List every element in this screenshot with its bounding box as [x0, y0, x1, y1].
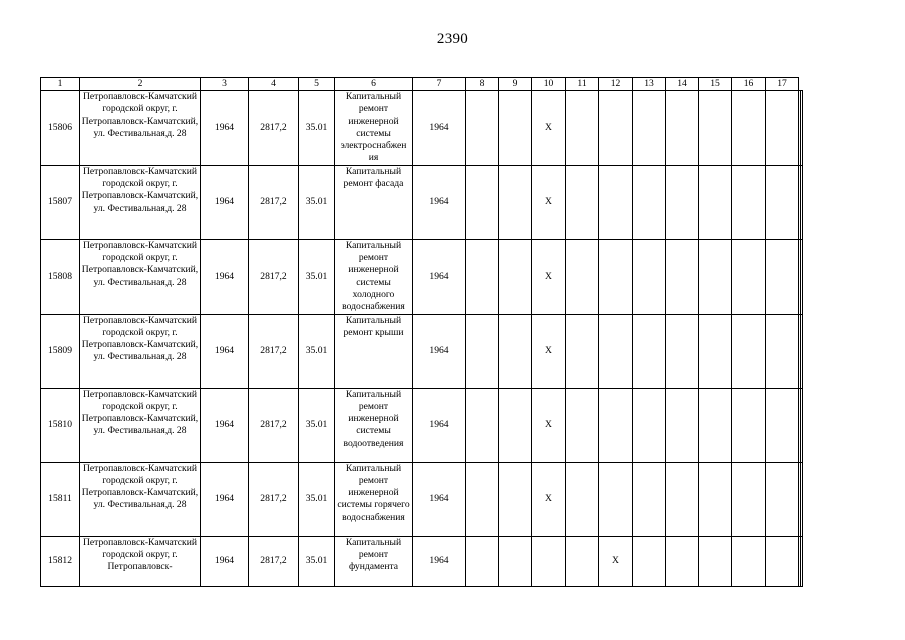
year-built-cell: 1964: [201, 165, 249, 239]
mark-cell: [766, 239, 799, 314]
work-type-cell: Капитальный ремонт инженерной системы водоотведения: [335, 388, 413, 462]
area-cell: 2817,2: [249, 91, 299, 166]
mark-cell: [666, 536, 699, 586]
mark-cell: [766, 462, 799, 536]
mark-cell: [566, 239, 599, 314]
mark-cell: [599, 462, 633, 536]
column-header: 8: [466, 78, 499, 91]
column-header: 14: [666, 78, 699, 91]
row-id-cell: 15807: [41, 165, 80, 239]
mark-cell: [732, 239, 766, 314]
column-header: 13: [633, 78, 666, 91]
mark-cell: [666, 239, 699, 314]
column-header: 16: [732, 78, 766, 91]
work-type-cell: Капитальный ремонт крыши: [335, 314, 413, 388]
mark-cell: [732, 536, 766, 586]
table-row: [41, 536, 803, 586]
work-type-cell: Капитальный ремонт инженерной системы горячего водоснабжения: [335, 462, 413, 536]
year-cell: 1964: [413, 462, 466, 536]
column-header: 6: [335, 78, 413, 91]
mark-cell: [766, 536, 799, 586]
mark-cell: [732, 91, 766, 166]
column-header: 3: [201, 78, 249, 91]
mark-cell: [599, 239, 633, 314]
column-header: 12: [599, 78, 633, 91]
column-header: 11: [566, 78, 599, 91]
table-row: [41, 165, 803, 239]
row-id-cell: 15808: [41, 239, 80, 314]
year-built-cell: 1964: [201, 462, 249, 536]
mark-cell: [466, 388, 499, 462]
year-cell: 1964: [413, 388, 466, 462]
row-id-cell: 15811: [41, 462, 80, 536]
mark-cell: [732, 165, 766, 239]
mark-cell: X: [532, 239, 566, 314]
address-cell: Петропавловск-Камчатский городской округ, г. Петропавловск-Камчатский, ул. Фестивальная,д. 28: [80, 462, 201, 536]
mark-cell: [466, 462, 499, 536]
table-body: [41, 91, 803, 587]
mark-cell: [801, 388, 803, 462]
area-cell: 2817,2: [249, 165, 299, 239]
mark-cell: [699, 239, 732, 314]
address-cell: Петропавловск-Камчатский городской округ, г. Петропавловск-: [80, 536, 201, 586]
address-cell: Петропавловск-Камчатский городской округ, г. Петропавловск-Камчатский, ул. Фестивальная,д. 28: [80, 239, 201, 314]
mark-cell: [666, 462, 699, 536]
year-cell: 1964: [413, 239, 466, 314]
row-id-cell: 15806: [41, 91, 80, 166]
mark-cell: [666, 388, 699, 462]
header-row: [41, 78, 803, 91]
mark-cell: [633, 91, 666, 166]
table-row: [41, 462, 803, 536]
mark-cell: [699, 165, 732, 239]
mark-cell: [532, 536, 566, 586]
year-cell: 1964: [413, 91, 466, 166]
mark-cell: [499, 314, 532, 388]
table-row: [41, 91, 803, 166]
mark-cell: [566, 462, 599, 536]
year-cell: 1964: [413, 165, 466, 239]
mark-cell: [766, 165, 799, 239]
column-header: 2: [80, 78, 201, 91]
page-number: 2390: [436, 31, 469, 47]
year-built-cell: 1964: [201, 239, 249, 314]
mark-cell: [699, 314, 732, 388]
mark-cell: X: [599, 536, 633, 586]
mark-cell: [801, 462, 803, 536]
year-built-cell: 1964: [201, 388, 249, 462]
year-built-cell: 1964: [201, 314, 249, 388]
year-built-cell: 1964: [201, 91, 249, 166]
row-id-cell: 15810: [41, 388, 80, 462]
mark-cell: [801, 536, 803, 586]
year-cell: 1964: [413, 314, 466, 388]
mark-cell: [801, 239, 803, 314]
area-cell: 2817,2: [249, 462, 299, 536]
mark-cell: [766, 91, 799, 166]
mark-cell: [666, 91, 699, 166]
year-built-cell: 1964: [201, 536, 249, 586]
code-cell: 35.01: [299, 536, 335, 586]
mark-cell: [699, 388, 732, 462]
code-cell: 35.01: [299, 165, 335, 239]
address-cell: Петропавловск-Камчатский городской округ, г. Петропавловск-Камчатский, ул. Фестивальная,д. 28: [80, 388, 201, 462]
row-id-cell: 15812: [41, 536, 80, 586]
column-header: 5: [299, 78, 335, 91]
mark-cell: [666, 314, 699, 388]
year-cell: 1964: [413, 536, 466, 586]
mark-cell: X: [532, 165, 566, 239]
mark-cell: [499, 536, 532, 586]
table-row: [41, 239, 803, 314]
mark-cell: [566, 536, 599, 586]
address-cell: Петропавловск-Камчатский городской округ, г. Петропавловск-Камчатский, ул. Фестивальная,д. 28: [80, 314, 201, 388]
mark-cell: [466, 239, 499, 314]
mark-cell: [566, 314, 599, 388]
mark-cell: [699, 462, 732, 536]
mark-cell: [499, 462, 532, 536]
mark-cell: [499, 165, 532, 239]
mark-cell: [566, 388, 599, 462]
area-cell: 2817,2: [249, 239, 299, 314]
area-cell: 2817,2: [249, 536, 299, 586]
table-row: [41, 314, 803, 388]
mark-cell: X: [532, 462, 566, 536]
mark-cell: [566, 91, 599, 166]
code-cell: 35.01: [299, 462, 335, 536]
mark-cell: [732, 314, 766, 388]
work-type-cell: Капитальный ремонт фундамента: [335, 536, 413, 586]
mark-cell: [633, 536, 666, 586]
row-id-cell: 15809: [41, 314, 80, 388]
column-header: 1: [41, 78, 80, 91]
mark-cell: [732, 388, 766, 462]
mark-cell: [801, 91, 803, 166]
mark-cell: [599, 388, 633, 462]
column-header: 15: [699, 78, 732, 91]
mark-cell: X: [532, 91, 566, 166]
mark-cell: [766, 314, 799, 388]
mark-cell: [633, 239, 666, 314]
column-header: 10: [532, 78, 566, 91]
mark-cell: [466, 536, 499, 586]
mark-cell: [801, 165, 803, 239]
mark-cell: [732, 462, 766, 536]
mark-cell: X: [532, 314, 566, 388]
mark-cell: [766, 388, 799, 462]
work-type-cell: Капитальный ремонт инженерной системы холодного водоснабжения: [335, 239, 413, 314]
work-type-cell: Капитальный ремонт фасада: [335, 165, 413, 239]
code-cell: 35.01: [299, 91, 335, 166]
mark-cell: [466, 165, 499, 239]
mark-cell: [633, 165, 666, 239]
register-table: [40, 77, 803, 587]
mark-cell: [699, 536, 732, 586]
code-cell: 35.01: [299, 239, 335, 314]
column-header: 4: [249, 78, 299, 91]
mark-cell: [666, 165, 699, 239]
mark-cell: [566, 165, 599, 239]
code-cell: 35.01: [299, 314, 335, 388]
mark-cell: [599, 165, 633, 239]
address-cell: Петропавловск-Камчатский городской округ, г. Петропавловск-Камчатский, ул. Фестивальная,д. 28: [80, 91, 201, 166]
mark-cell: [499, 239, 532, 314]
mark-cell: [466, 91, 499, 166]
mark-cell: [633, 388, 666, 462]
column-header: 7: [413, 78, 466, 91]
mark-cell: [699, 91, 732, 166]
column-header: 17: [766, 78, 799, 91]
address-cell: Петропавловск-Камчатский городской округ, г. Петропавловск-Камчатский, ул. Фестивальная,д. 28: [80, 165, 201, 239]
mark-cell: [599, 314, 633, 388]
mark-cell: [801, 314, 803, 388]
column-header: 9: [499, 78, 532, 91]
mark-cell: [633, 314, 666, 388]
area-cell: 2817,2: [249, 388, 299, 462]
code-cell: 35.01: [299, 388, 335, 462]
mark-cell: [466, 314, 499, 388]
area-cell: 2817,2: [249, 314, 299, 388]
mark-cell: [599, 91, 633, 166]
mark-cell: [499, 91, 532, 166]
table-row: [41, 388, 803, 462]
mark-cell: X: [532, 388, 566, 462]
mark-cell: [499, 388, 532, 462]
work-type-cell: Капитальный ремонт инженерной системы электроснабжен ия: [335, 91, 413, 166]
mark-cell: [633, 462, 666, 536]
